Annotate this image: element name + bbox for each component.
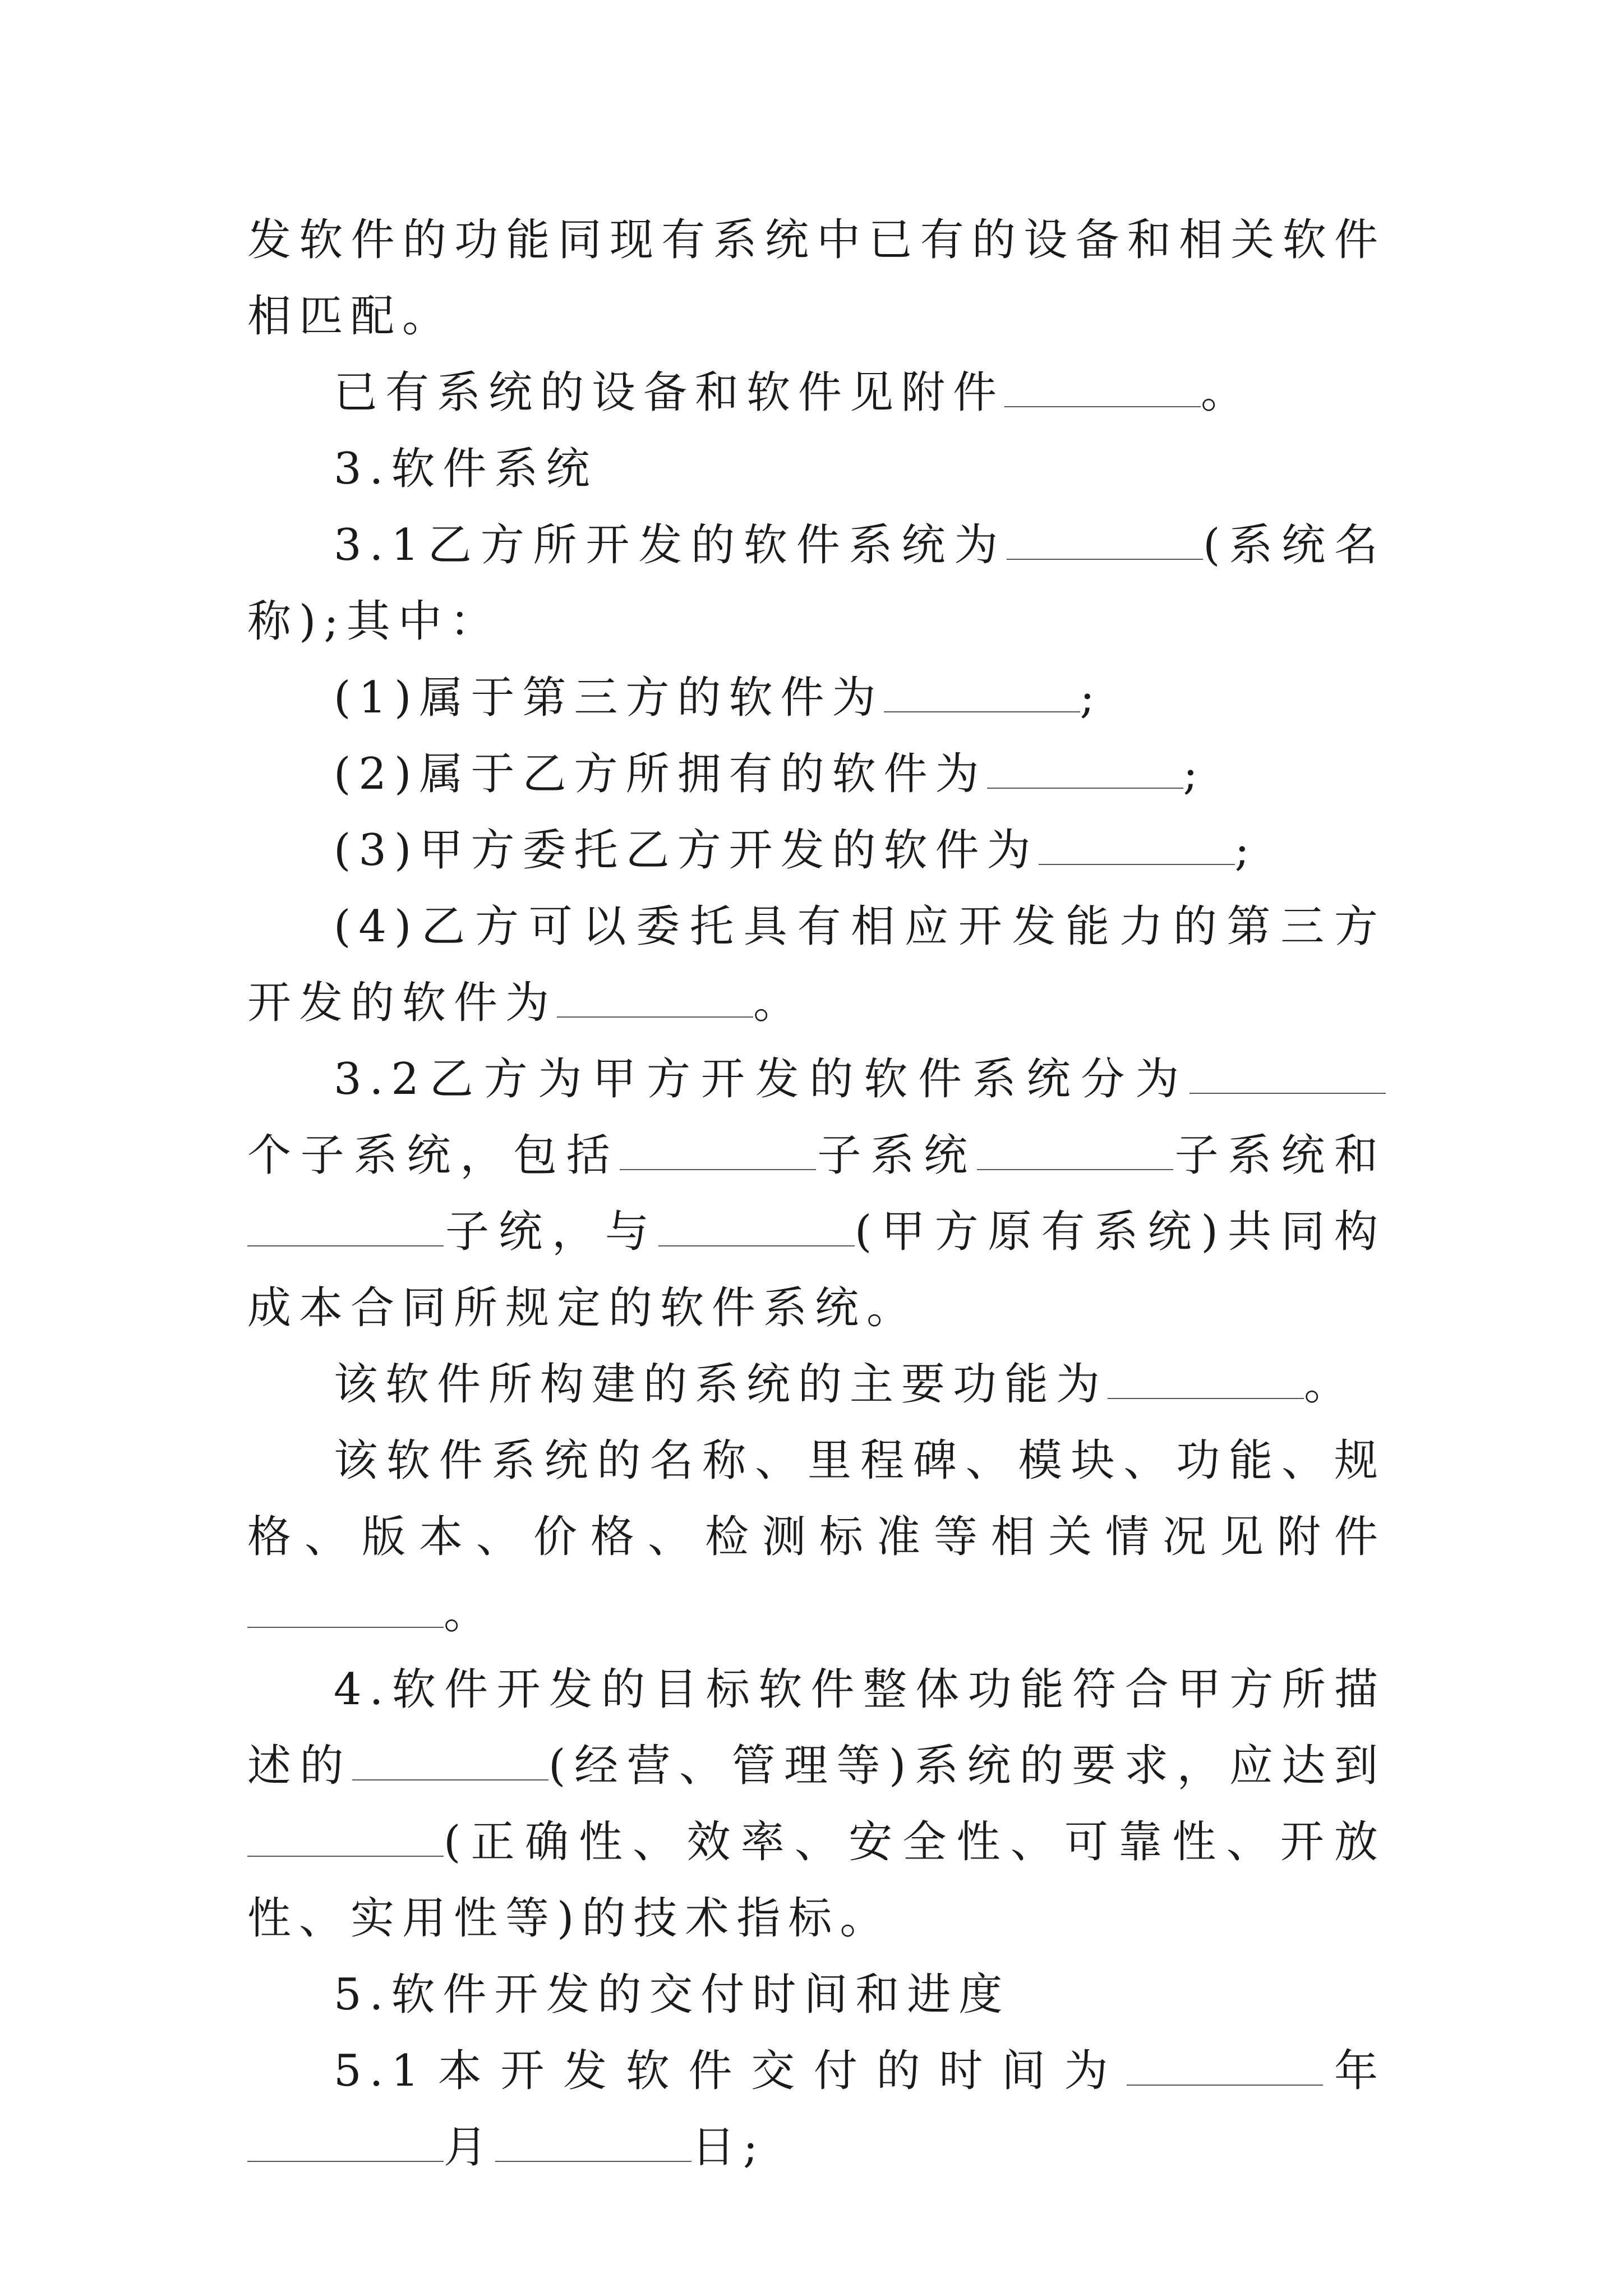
- clause-3-1-item-2: (2)属于乙方所拥有的软件为 ;: [334, 749, 1206, 799]
- fill-in-blank: [247, 1211, 444, 1246]
- paragraph-1: 发软件的功能同现有系统中已有的设备和相关软件相匹配。: [247, 215, 1386, 342]
- section-3-heading: 3.软件系统: [334, 444, 598, 494]
- fill-in-blank: [1007, 524, 1203, 560]
- system-details-paragraph: 该软件系统的名称、里程碑、模块、功能、规格、版本、价格、检测标准等相关情况见附件。: [247, 1435, 1386, 1639]
- clause-3-1-item-4: (4)乙方可以委托具有相应开发能力的第三方开发的软件为 。: [247, 901, 1386, 1028]
- clause-3-1-item-3: (3)甲方委托乙方开发的软件为 ;: [334, 825, 1257, 876]
- fill-in-blank: [987, 753, 1183, 789]
- clause-3-1-item-1: (1)属于第三方的软件为 ;: [334, 673, 1103, 723]
- fill-in-blank: [247, 2126, 444, 2162]
- fill-in-blank: [247, 1821, 444, 1857]
- fill-in-blank: [1108, 1363, 1304, 1399]
- fill-in-blank: [1127, 2050, 1323, 2086]
- fill-in-blank: [620, 1134, 816, 1170]
- clause-5-1: 5.1本开发软件交付的时间为 年月 日;: [247, 2033, 1386, 2185]
- fill-in-blank: [247, 1592, 444, 1628]
- fill-in-blank: [658, 1211, 855, 1246]
- fill-in-blank: [557, 982, 753, 1018]
- paragraph-2: 已有系统的设备和软件见附件 。: [334, 367, 1253, 418]
- system-function-paragraph: 该软件所构建的系统的主要功能为 。: [334, 1359, 1356, 1410]
- clause-3-2: 3.2乙方为甲方开发的软件系统分为个子系统，包括 子系统 子系统和子统，与 (甲方原有系统)共同构成本合同所规定的软件系统。: [247, 1054, 1386, 1333]
- fill-in-blank: [1004, 371, 1201, 407]
- fill-in-blank: [884, 677, 1080, 712]
- fill-in-blank: [495, 2126, 691, 2162]
- clause-3-1: 3.1乙方所开发的软件系统为 (系统名称);其中：: [247, 520, 1386, 647]
- section-4-paragraph: 4.软件开发的目标软件整体功能符合甲方所描述的 (经营、管理等)系统的要求，应达到(正确性、效率、安全性、可靠性、开放性、实用性等)的技术指标。: [247, 1664, 1386, 1944]
- fill-in-blank: [1189, 1058, 1386, 1094]
- fill-in-blank: [352, 1745, 548, 1780]
- fill-in-blank: [1039, 829, 1235, 865]
- section-5-heading: 5.软件开发的交付时间和进度: [334, 1970, 1011, 2020]
- fill-in-blank: [977, 1134, 1173, 1170]
- document-body: [247, 202, 1386, 2185]
